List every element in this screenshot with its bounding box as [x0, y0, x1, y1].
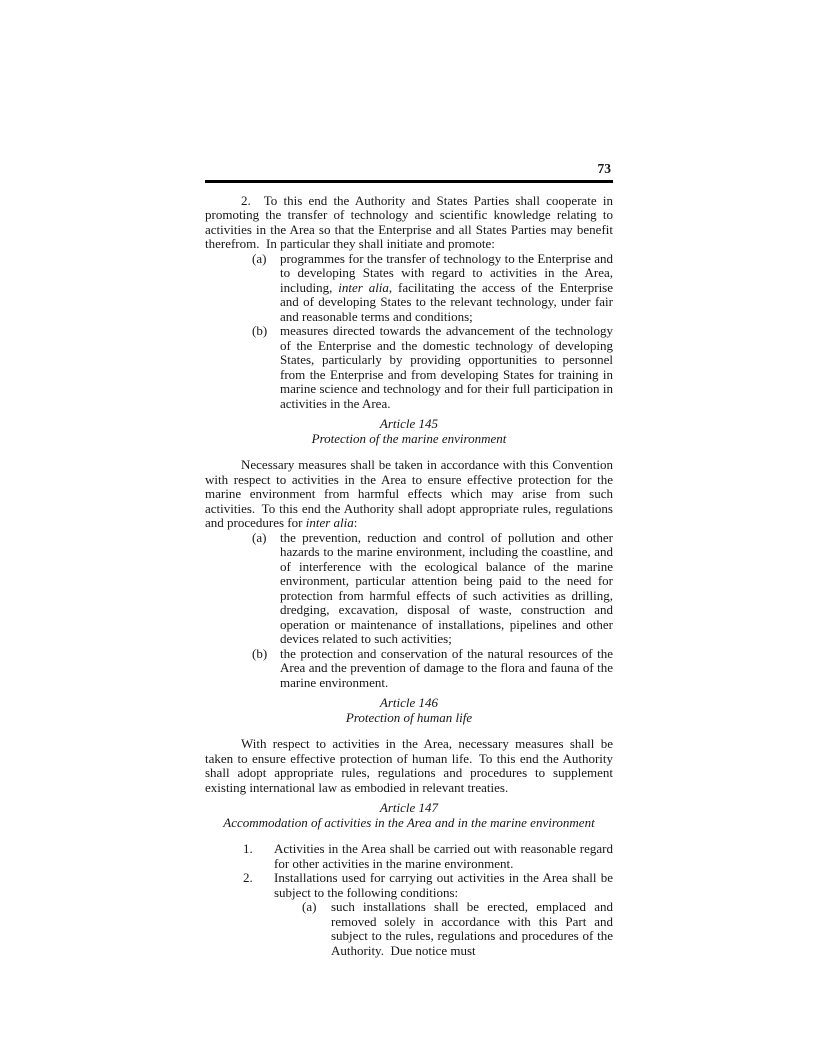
list-item-text: Installations used for carrying out activities in the Area shall be subject to the following conditions: [274, 870, 613, 900]
text-segment: Necessary measures shall be taken in accordance with this Convention with respect to activities in the Area to ensure effective protection for the marine environment from harmful effects which may arise from such activities. To this end the Authority shall adopt appropriate rules, regulations and procedures for [205, 457, 613, 530]
list-item-147-2 [205, 871, 613, 900]
list-item-147-1 [205, 842, 613, 871]
article-146-subtitle: Protection of human life [345, 709, 473, 725]
list-item-2b [205, 324, 613, 411]
article-146-paragraph: With respect to activities in the Area, necessary measures shall be taken to ensure effective protection of human life. To this end the Authority shall adopt appropriate rules, regulations and procedures to supplement existing international law as embodied in relevant treaties. [205, 736, 613, 795]
list-marker: 1. [243, 841, 253, 856]
list-item-text [280, 252, 613, 325]
article-147-heading [205, 801, 613, 830]
page-header [205, 162, 613, 183]
list-item-text: the prevention, reduction and control of pollution and other hazards to the marine environment, including the coastline, and of interference with the ecological balance of the marine environment, particular attention being paid to the need for protection from harmful effects of such activities as drilling, dredging, excavation, disposal of waste, construction and operation or maintenance of installations, pipelines and other devices related to such activities; [280, 529, 613, 646]
inter-alia-italic: inter alia [338, 279, 389, 295]
list-marker: (a) [252, 529, 267, 545]
text-segment: programmes for the transfer of technology to the Enterprise and to developing States with regard to activities in the Area, including, [280, 250, 613, 295]
article-147-title: Article 147 [379, 800, 439, 815]
paragraph-2 [205, 194, 613, 252]
article-145-title: Article 145 [379, 416, 439, 431]
article-146-heading [205, 696, 613, 725]
list-item-text: the protection and conservation of the natural resources of the Area and the prevention of damage to the flora and fauna of the marine environment. [280, 645, 613, 690]
article-145-subtitle: Protection of the marine environment [311, 430, 507, 446]
list-item-text: Activities in the Area shall be carried out with reasonable regard for other activities in the marine environment. [274, 841, 613, 871]
article-145-heading [205, 417, 613, 446]
list-item-text: measures directed towards the advancement of the technology of the Enterprise and the domestic technology of developing States, particularly by providing opportunities to personnel from the Enterprise and from developing States for training in marine science and technology and for their full participation in activities in the Area. [280, 323, 613, 411]
inter-alia-italic: inter alia [305, 515, 354, 530]
text-segment: : [353, 515, 358, 530]
list-marker: (b) [252, 323, 268, 338]
list-marker: (a) [252, 250, 267, 266]
text-segment: , facilitating the access of the Enterprise and of developing States to the relevant technology, under fair and reasonable terms and conditions; [280, 279, 614, 324]
list-item-text: such installations shall be erected, emplaced and removed solely in accordance with this Part and subject to the rules, regulations and procedures of the Authority. Due notice must [331, 899, 613, 958]
paragraph-2-text: To this end the Authority and States Parties shall cooperate in promoting the transfer of technology and scientific knowledge relating to activities in the Area so that the Enterprise and all States Parties may benefit therefrom. In particular they shall initiate and promote: [205, 192, 613, 251]
list-item-147-2a [205, 900, 613, 958]
list-item-145a [205, 531, 613, 647]
list-marker: 2. [243, 870, 253, 885]
list-item-145b [205, 647, 613, 691]
list-marker: (a) [302, 899, 317, 914]
paragraph-2-number: 2. [241, 192, 251, 208]
list-marker: (b) [252, 645, 268, 661]
page-number: 73 [597, 161, 611, 176]
article-147-subtitle: Accommodation of activities in the Area and in the marine environment [223, 814, 595, 830]
article-146-title: Article 146 [379, 695, 439, 710]
list-item-2a [205, 252, 613, 325]
text-block [205, 162, 613, 958]
article-145-paragraph [205, 458, 613, 531]
